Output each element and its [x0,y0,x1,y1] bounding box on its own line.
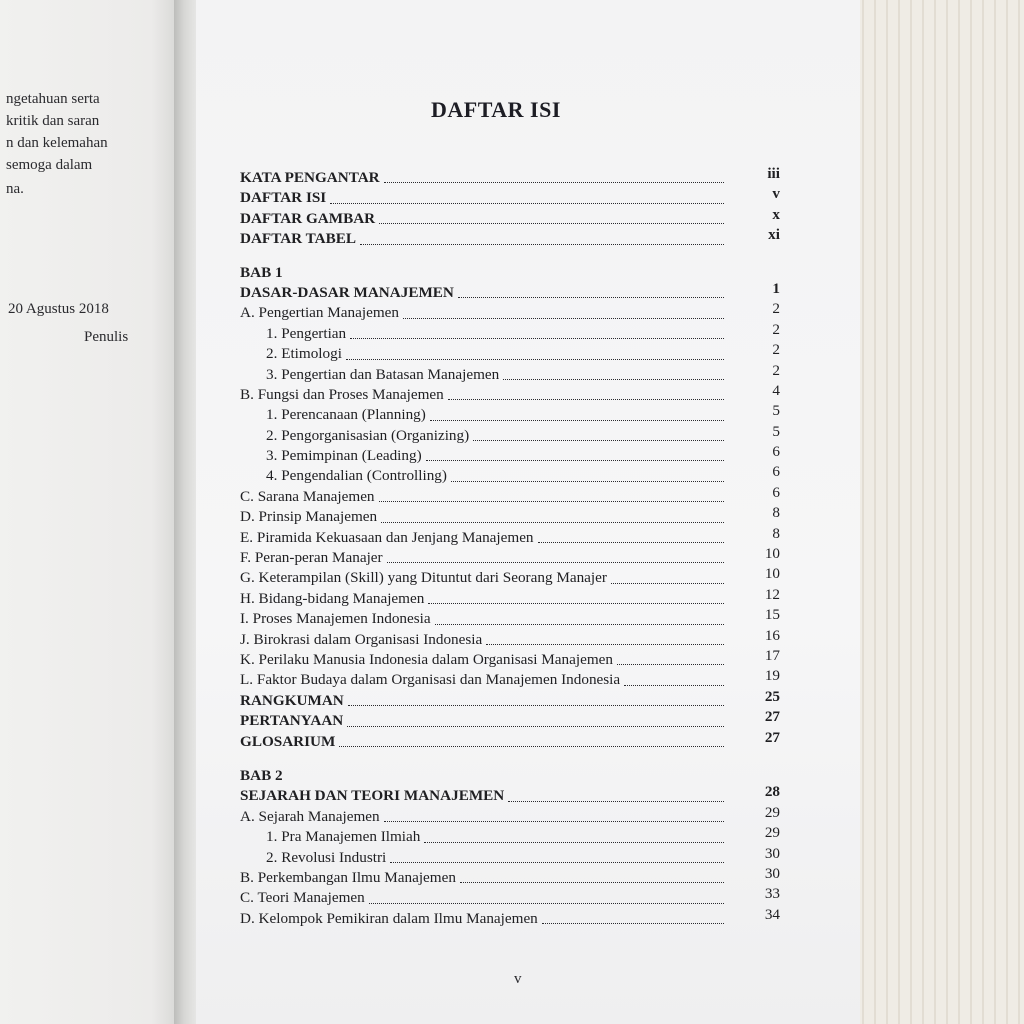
toc-entry-label: DASAR-DASAR MANAJEMEN [240,283,454,301]
left-text-line: n dan kelemahan [6,135,108,151]
toc-entry-label: K. Perilaku Manusia Indonesia dalam Organisasi Manajemen [240,650,613,668]
toc-entry-label: D. Kelompok Pemikiran dalam Ilmu Manajemen [240,909,538,927]
toc-entry-label: C. Sarana Manajemen [240,487,375,505]
toc-page-number: v [772,185,780,203]
toc-entry [240,565,780,588]
toc-entry-label: RANGKUMAN [240,691,344,709]
toc-entry [240,864,780,888]
toc-leader-dots [473,439,724,441]
toc-entry-label: PERTANYAAN [240,712,344,730]
toc-page-number: 33 [764,885,780,903]
toc-page-number: xi [768,226,780,244]
toc-leader-dots [379,500,724,502]
toc-entry-label: 1. Pengertian [266,324,347,342]
toc-leader-dots [347,725,724,727]
chapter-title [240,783,780,806]
toc-page-number: 30 [764,864,780,882]
toc-page-number: 29 [764,824,780,842]
toc-leader-dots [350,337,724,339]
toc-page-number: 15 [764,606,780,624]
toc-page-number: 29 [764,803,780,821]
toc-entry-label: L. Faktor Budaya dalam Organisasi dan Manajemen Indonesia [240,671,621,689]
toc-entry [240,667,780,690]
toc-entry-label: DAFTAR TABEL [240,230,357,248]
toc-entry-label: 1. Pra Manajemen Ilmiah [266,828,421,846]
toc-leader-dots [448,398,724,400]
toc-entry [240,824,780,847]
toc-leader-dots [611,582,724,584]
toc-page-number: 5 [772,422,780,440]
toc-leader-dots [503,378,724,380]
toc-entry-label: I. Proses Manajemen Indonesia [240,610,431,628]
toc-entry-label: B. Fungsi dan Proses Manajemen [240,385,444,403]
toc-closing-entry [240,687,780,711]
table-surface [840,0,1024,1024]
toc-entry [240,320,780,344]
toc-leader-dots [384,820,724,822]
toc-page-number: 2 [772,300,780,318]
toc-leader-dots [346,358,724,360]
toc-entry-label: 2. Etimologi [266,345,342,363]
toc-entry [240,463,780,486]
toc-leader-dots [458,296,724,298]
page-title: DAFTAR ISI [431,97,561,122]
table-of-contents [240,165,780,929]
toc-closing-entry [240,708,780,731]
toc-entry-label: 2. Pengorganisasian (Organizing) [266,426,470,444]
toc-entry-label: SEJARAH DAN TEORI MANAJEMEN [240,787,505,805]
toc-page-number: 10 [764,565,780,583]
toc-page-number: 28 [764,783,780,801]
toc-page-number: 2 [772,320,780,338]
toc-leader-dots [451,480,724,482]
toc-page-number: 2 [772,361,780,379]
toc-entry [240,803,780,827]
toc-entry [240,844,780,868]
toc-leader-dots [617,663,724,665]
toc-entry [240,402,780,425]
toc-leader-dots [542,922,724,924]
toc-page-number: 1 [772,279,780,297]
toc-leader-dots [430,419,724,421]
toc-entry-label: C. Teori Manajemen [240,889,365,907]
toc-entry [240,361,780,385]
toc-entry-label: KATA PENGANTAR [240,169,380,186]
toc-page-number: 6 [772,483,780,501]
toc-leader-dots [379,222,724,224]
toc-front-entry [240,226,780,249]
toc-page-number: 16 [764,626,780,644]
toc-leader-dots [360,243,724,245]
toc-leader-dots [390,861,724,863]
toc-entry-label: H. Bidang-bidang Manajemen [240,589,425,607]
toc-entry [240,885,780,908]
toc-page-number: 4 [772,381,780,399]
toc-page-number: 6 [772,443,780,461]
toc-entry [240,606,780,629]
toc-entry [240,524,780,548]
toc-page-number: 19 [764,667,780,685]
toc-page-number: 27 [764,708,780,726]
toc-entry-label: 4. Pengendalian (Controlling) [266,467,447,485]
toc-leader-dots [387,561,724,563]
toc-entry [240,646,780,670]
toc-page-number: 10 [764,545,780,563]
toc-entry-label: DAFTAR ISI [240,189,327,207]
toc-leader-dots [424,841,724,843]
toc-page-number: 8 [772,524,780,542]
left-page [0,0,178,1024]
toc-front-entry [240,205,780,229]
left-text-line: ngetahuan serta [6,91,100,107]
toc-page-number: x [772,205,780,223]
toc-page-number: 2 [772,341,780,359]
toc-entry-label: A. Pengertian Manajemen [240,304,399,322]
toc-entry-label: 2. Revolusi Industri [266,848,387,866]
toc-entry [240,585,780,609]
toc-closing-entry [240,728,780,752]
toc-page-number: 25 [764,687,780,705]
toc-entry-label: A. Sejarah Manajemen [240,807,380,825]
toc-entry [240,483,780,507]
toc-entry [240,905,780,929]
toc-leader-dots [460,881,724,883]
toc-entry-label: 3. Pemimpinan (Leading) [266,447,422,465]
toc-entry-label: J. Birokrasi dalam Organisasi Indonesia [240,630,483,648]
toc-page-number: 34 [764,905,780,923]
toc-leader-dots [348,704,724,706]
toc-entry-label: 3. Pengertian dan Batasan Manajemen [266,365,500,383]
toc-page-number: 8 [772,504,780,522]
toc-page-number: 12 [764,585,780,603]
right-page [196,0,860,1024]
toc-entry [240,422,780,446]
toc-entry-label: B. Perkembangan Ilmu Manajemen [240,868,456,886]
toc-leader-dots [624,684,724,686]
toc-entry [240,443,780,466]
toc-leader-dots [426,459,724,461]
chapter-heading: BAB 2 [240,766,283,784]
toc-entry-label: D. Prinsip Manajemen [240,508,378,526]
toc-entry-label: E. Piramida Kekuasaan dan Jenjang Manajemen [240,528,534,546]
toc-page-number: 27 [764,728,780,746]
chapter-title [240,279,780,303]
toc-entry [240,545,780,568]
toc-entry-label: F. Peran-peran Manajer [240,549,383,567]
toc-entry [240,504,780,527]
toc-page-number: 17 [764,646,780,664]
toc-leader-dots [330,202,724,204]
toc-entry [240,341,780,364]
toc-entry [240,626,780,650]
toc-leader-dots [339,745,724,747]
toc-page-number: 6 [772,463,780,481]
toc-front-entry [240,165,780,188]
page-number: v [514,971,522,987]
toc-page-number: 5 [772,402,780,420]
preface-author: Penulis [84,329,129,345]
toc-entry [240,381,780,405]
toc-entry-label: 1. Perencanaan (Planning) [266,406,426,424]
toc-entry [240,300,780,323]
toc-page-number: 30 [764,844,780,862]
toc-leader-dots [381,521,724,523]
toc-entry-label: DAFTAR GAMBAR [240,209,376,227]
chapter-heading: BAB 1 [240,263,283,281]
toc-page-number: iii [767,165,780,182]
toc-leader-dots [435,623,724,625]
toc-leader-dots [403,317,724,319]
toc-leader-dots [538,541,724,543]
toc-leader-dots [369,902,724,904]
left-text-line: na. [6,181,24,197]
toc-entry-label: G. Keterampilan (Skill) yang Dituntut dari Seorang Manajer [240,569,607,587]
toc-leader-dots [508,800,724,802]
toc-entry-label: GLOSARIUM [240,732,336,750]
left-text-line: kritik dan saran [6,113,100,129]
left-text-line: semoga dalam [6,157,93,173]
toc-leader-dots [384,181,724,183]
preface-date: 20 Agustus 2018 [8,301,109,317]
toc-front-entry [240,185,780,208]
toc-leader-dots [428,602,724,604]
toc-leader-dots [486,643,724,645]
